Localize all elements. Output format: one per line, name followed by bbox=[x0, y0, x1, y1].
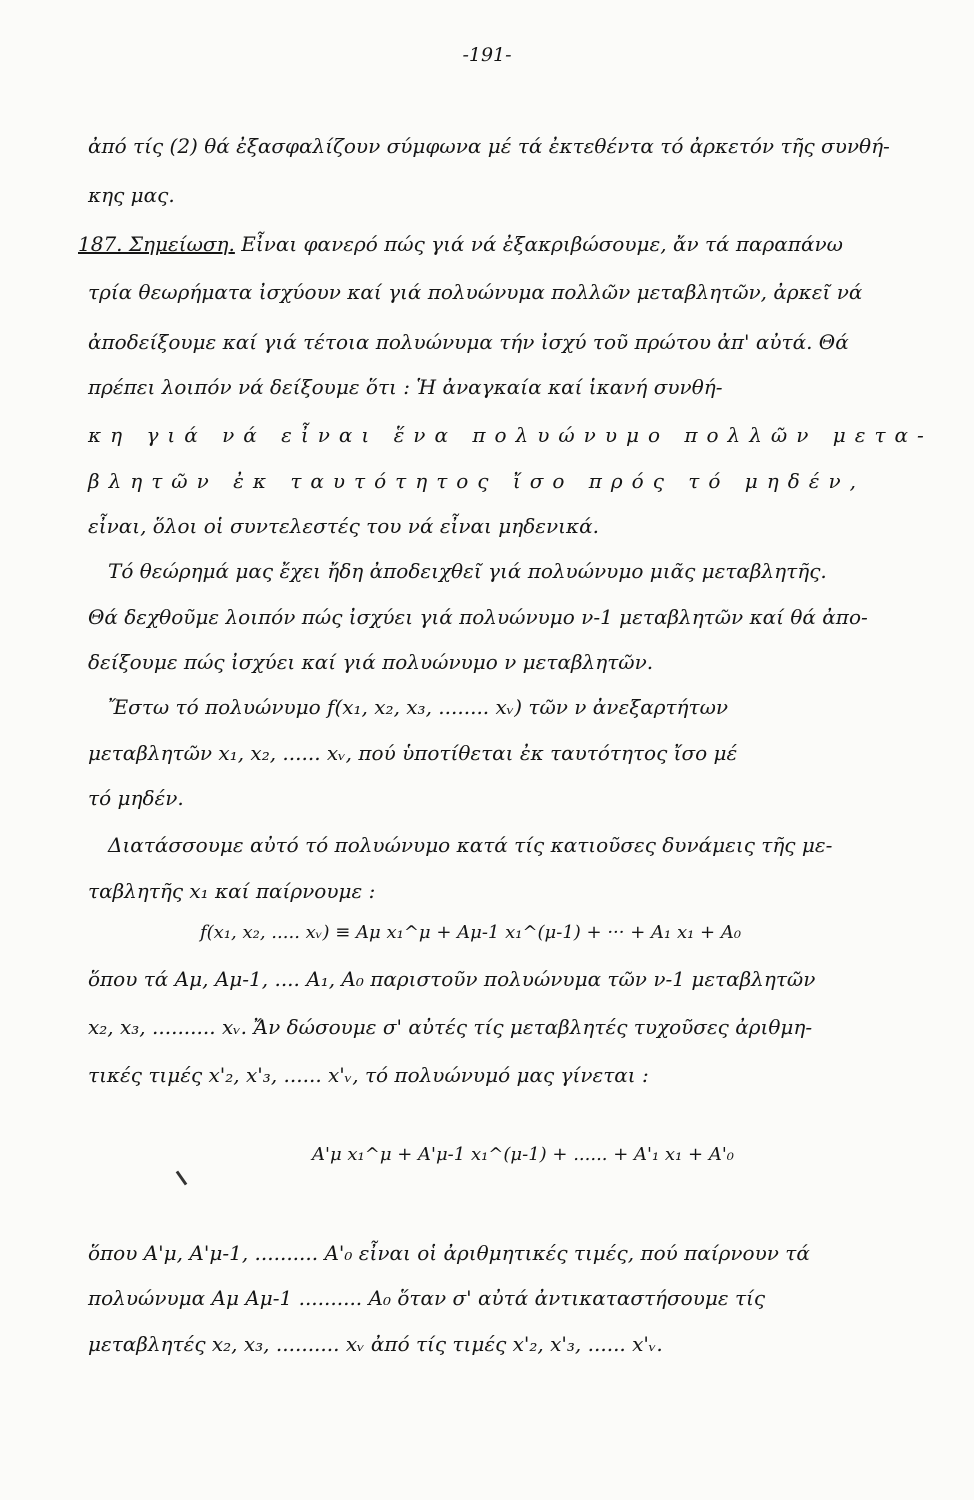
note-line bbox=[78, 231, 843, 257]
stray-pen-mark bbox=[176, 1171, 188, 1186]
text-line-18: ὅπου τά Aμ, Aμ-1, .... A₁, A₀ παριστοῦν πολυώνυμα τῶν ν-1 μεταβλητῶν bbox=[88, 967, 816, 991]
text-line-11: Θά δεχθοῦμε λοιπόν πώς ἰσχύει γιά πολυώνυμο ν-1 μεταβλητῶν καί θά ἀπο- bbox=[88, 605, 868, 629]
text-line-7: κη γιά νά εἶναι ἕνα πολυώνυμο πολλῶν μετα- bbox=[88, 423, 933, 447]
equation-1: f(x₁, x₂, ..... xᵥ) ≡ Aμ x₁^μ + Aμ-1 x₁^(μ-1) + ··· + A₁ x₁ + A₀ bbox=[200, 922, 742, 943]
text-line-22: πολυώνυμα Aμ Aμ-1 .......... A₀ ὅταν σ' αὐτά ἀντικαταστήσουμε τίς bbox=[88, 1286, 766, 1310]
text-line-17: ταβλητῆς x₁ καί παίρνουμε : bbox=[88, 879, 376, 903]
text-line-8: βλητῶν ἐκ ταυτότητος ἴσο πρός τό μηδέν, bbox=[88, 469, 865, 493]
text-line-20: τικές τιμές x'₂, x'₃, ...... x'ᵥ, τό πολυώνυμό μας γίνεται : bbox=[88, 1063, 649, 1087]
text-line-6: πρέπει λοιπόν νά δείξουμε ὅτι : Ἡ ἀναγκαία καί ἱκανή συνθή- bbox=[88, 375, 723, 399]
text-line-3: Εἶναι φανερό πώς γιά νά ἐξακριβώσουμε, ἄν τά παραπάνω bbox=[241, 232, 843, 256]
text-line-2: κης μας. bbox=[88, 183, 175, 207]
text-line-12: δείξουμε πώς ἰσχύει καί γιά πολυώνυμο ν μεταβλητῶν. bbox=[88, 650, 654, 674]
text-line-1: ἀπό τίς (2) θά ἐξασφαλίζουν σύμφωνα μέ τά ἐκτεθέντα τό ἀρκετόν τῆς συνθή- bbox=[88, 134, 890, 158]
text-line-15: τό μηδέν. bbox=[88, 786, 184, 810]
text-line-10: Τό θεώρημά μας ἔχει ἤδη ἀποδειχθεῖ γιά πολυώνυμο μιᾶς μεταβλητῆς. bbox=[108, 559, 827, 583]
text-line-16: Διατάσσουμε αὐτό τό πολυώνυμο κατά τίς κατιοῦσες δυνάμεις τῆς με- bbox=[108, 833, 833, 857]
note-label: 187. Σημείωση. bbox=[78, 232, 235, 256]
text-line-19: x₂, x₃, .......... xᵥ. Ἄν δώσουμε σ' αὐτές τίς μεταβλητές τυχοῦσες ἀριθμη- bbox=[88, 1015, 813, 1039]
text-line-5: ἀποδείξουμε καί γιά τέτοια πολυώνυμα τήν ἰσχύ τοῦ πρώτου ἀπ' αὐτά. Θά bbox=[88, 330, 849, 354]
text-line-13: Ἔστω τό πολυώνυμο f(x₁, x₂, x₃, ........ xᵥ) τῶν ν ἀνεξαρτήτων bbox=[108, 695, 729, 719]
text-line-23: μεταβλητές x₂, x₃, .......... xᵥ ἀπό τίς τιμές x'₂, x'₃, ...... x'ᵥ. bbox=[88, 1332, 663, 1356]
equation-2: A'μ x₁^μ + A'μ-1 x₁^(μ-1) + ...... + A'₁ x₁ + A'₀ bbox=[312, 1144, 734, 1165]
text-line-4: τρία θεωρήματα ἰσχύουν καί γιά πολυώνυμα πολλῶν μεταβλητῶν, ἀρκεῖ νά bbox=[88, 280, 863, 304]
text-line-21: ὅπου A'μ, A'μ-1, .......... A'₀ εἶναι οἱ ἀριθμητικές τιμές, πού παίρνουν τά bbox=[88, 1241, 810, 1265]
text-line-9: εἶναι, ὅλοι οἱ συντελεστές του νά εἶναι μηδενικά. bbox=[88, 514, 599, 538]
page-number: -191- bbox=[462, 44, 512, 66]
text-line-14: μεταβλητῶν x₁, x₂, ...... xᵥ, πού ὑποτίθεται ἐκ ταυτότητος ἴσο μέ bbox=[88, 741, 738, 765]
